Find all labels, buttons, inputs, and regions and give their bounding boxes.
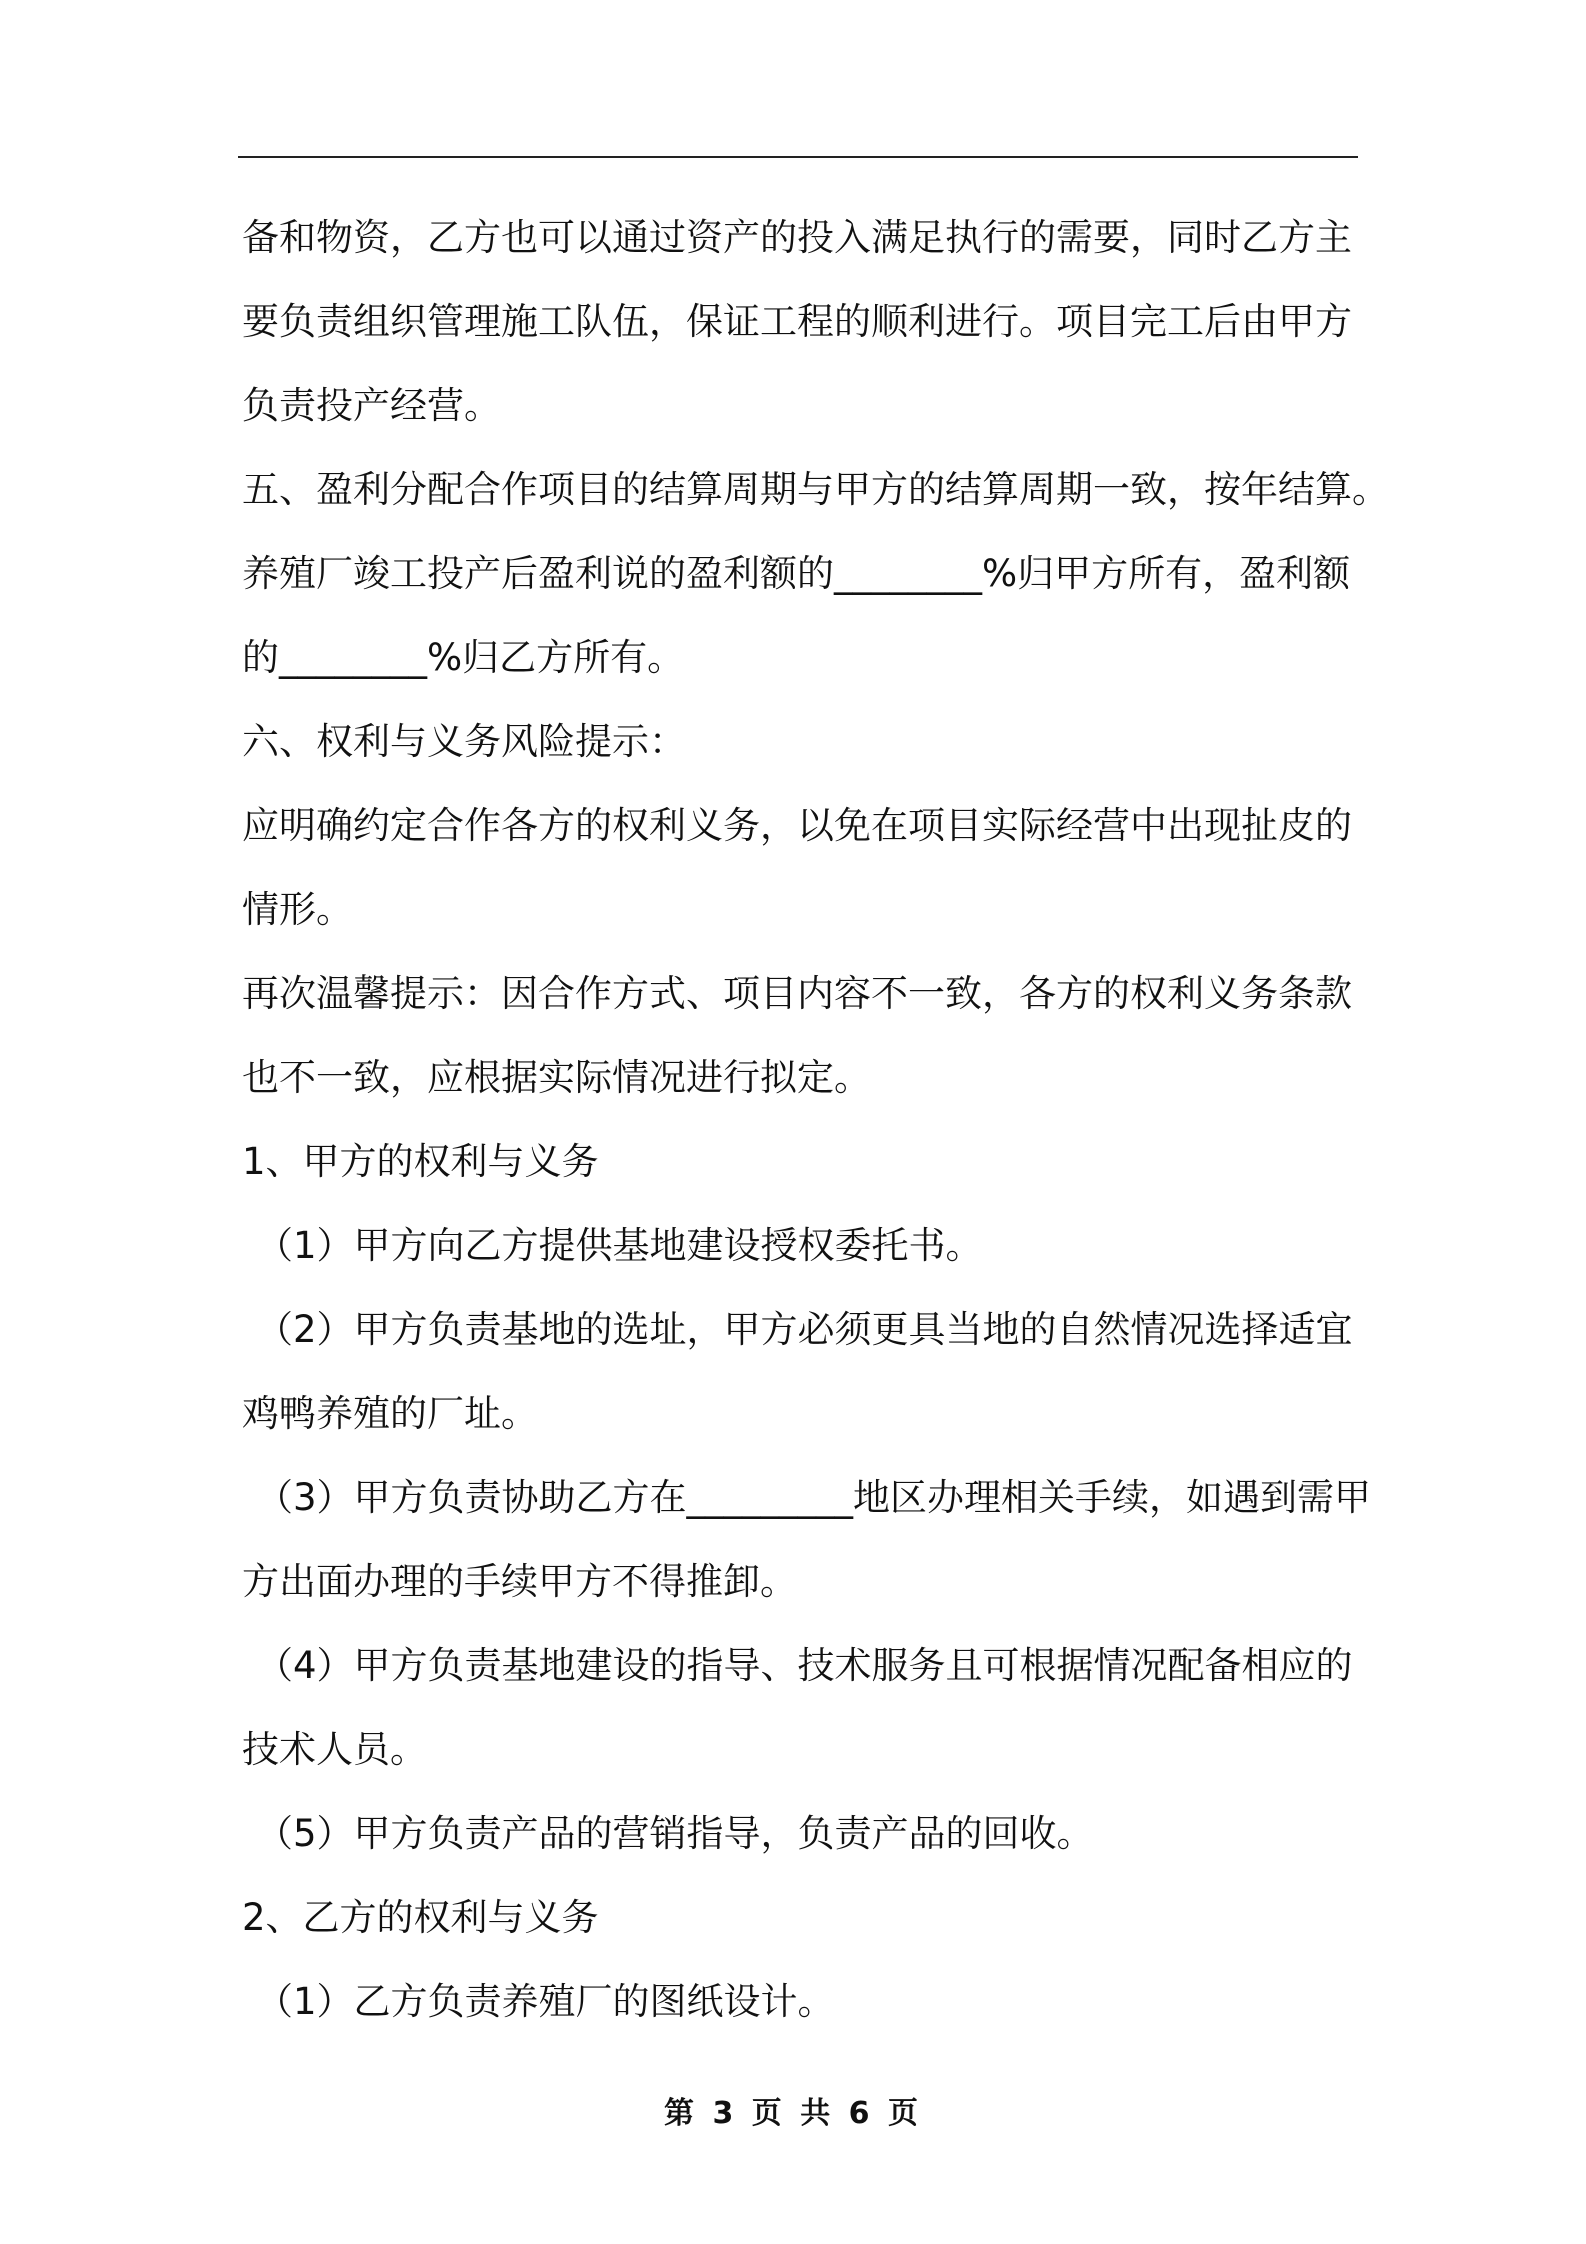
text-line: 的________%归乙方所有。 <box>242 636 685 679</box>
list-item: （5）甲方负责产品的营销指导，负责产品的回收。 <box>256 1812 1094 1855</box>
list-item: （4）甲方负责基地建设的指导、技术服务且可根据情况配备相应的 <box>256 1644 1353 1687</box>
list-item: （1）甲方向乙方提供基地建设授权委托书。 <box>256 1224 983 1267</box>
list-item: （2）甲方负责基地的选址，甲方必须更具当地的自然情况选择适宜 <box>256 1308 1353 1351</box>
text-line: 备和物资，乙方也可以通过资产的投入满足执行的需要，同时乙方主 <box>242 216 1352 259</box>
text-line: 技术人员。 <box>242 1728 427 1771</box>
text-line: 负责投产经营。 <box>242 384 501 427</box>
section-heading: 五、盈利分配合作项目的结算周期与甲方的结算周期一致，按年结算。 <box>242 468 1389 511</box>
text-line: 再次温馨提示：因合作方式、项目内容不一致，各方的权利义务条款 <box>242 972 1352 1015</box>
subsection-heading: 2、乙方的权利与义务 <box>242 1896 599 1939</box>
list-item: （3）甲方负责协助乙方在_________地区办理相关手续，如遇到需甲 <box>256 1476 1372 1519</box>
section-heading: 六、权利与义务风险提示： <box>242 720 686 763</box>
text-line: 方出面办理的手续甲方不得推卸。 <box>242 1560 797 1603</box>
text-line: 情形。 <box>242 888 353 931</box>
text-line: 也不一致，应根据实际情况进行拟定。 <box>242 1056 871 1099</box>
text-line: 养殖厂竣工投产后盈利说的盈利额的________%归甲方所有，盈利额 <box>242 552 1351 595</box>
subsection-heading: 1、甲方的权利与义务 <box>242 1140 599 1183</box>
text-line: 鸡鸭养殖的厂址。 <box>242 1392 538 1435</box>
list-item: （1）乙方负责养殖厂的图纸设计。 <box>256 1980 835 2023</box>
text-line: 要负责组织管理施工队伍，保证工程的顺利进行。项目完工后由甲方 <box>242 300 1352 343</box>
document-body <box>242 196 1389 2044</box>
page-number: 第 3 页 共 6 页 <box>664 2096 922 2131</box>
header-rule <box>238 156 1358 158</box>
text-line: 应明确约定合作各方的权利义务，以免在项目实际经营中出现扯皮的 <box>242 804 1352 847</box>
